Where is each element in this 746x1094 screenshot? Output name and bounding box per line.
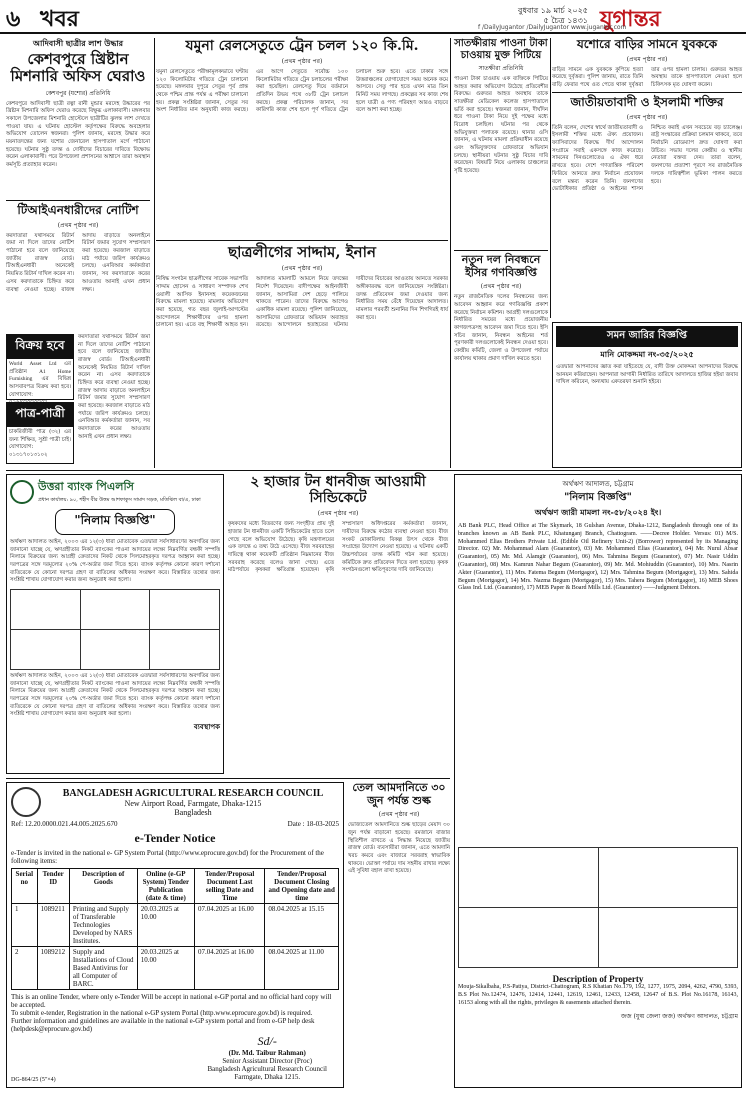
table-cell: 20.03.2025 at 10.00 [137,904,194,947]
story-continued: (প্রথম পৃষ্ঠার পর) [626,113,668,121]
tender-title: e-Tender Notice [134,831,216,845]
dg-code: DG-864/25 (5"×4) [11,1077,56,1083]
story-continued: (প্রথম পৃষ্ঠার পর) [281,58,323,66]
story-body: তিনি বলেন, দেশের স্বার্থে জাতীয়তাবাদী ও ইসলামী শক্তির মধ্যে ঐক্য প্রয়োজন। ফ্যাসিবাদের বিরুদ্ধে দীর্ঘ আন্দোলন সংগ্রামে সবাই একসঙ্গে কাজ করেছে। সামনের দিনগুলোতেও এ ঐক্য ধরে রাখতে হবে। দেশে গণতান্ত্রিক পরিবেশ ফিরিয়ে আনতে দ্রুত নির্বাচন প্রয়োজন বলে মন্তব্য করেন তিনি। জনগণের ভোটাধিকার প্রতিষ্ঠা ও আইনের শাসন নিশ্চিত করাই এখন সবচেয়ে বড় চ্যালেঞ্জ। রাষ্ট্র সংস্কারের প্রক্রিয়া চলমান থাকবে, তবে নির্বাচনি রোডম্যাপ দ্রুত ঘোষণা করা উচিত। সভায় দলের কেন্দ্রীয় ও স্থানীয় নেতারা বক্তব্য দেন। তারা বলেন, জনগণের প্রত্যাশা পূরণে সব রাজনৈতিক দলকে দায়িত্বশীল ভূমিকা পালন করতে হবে। [552,124,742,193]
tender-note-2: To submit e-tender, Registration in the national e-GP system Portal (http.www.eprocure.gov.bd) is required. [11,1009,313,1017]
table-cell: 1089211 [37,904,69,947]
date-block [478,6,588,26]
table-cell: 07.04.2025 at 16.00 [194,947,264,990]
tender-header-row [12,869,339,904]
table-cell: 07.04.2025 at 16.00 [194,904,264,947]
story-body: ভোজ্যতেল আমদানিতে শুল্ক ছাড়ের মেয়াদ ৩০ জুন পর্যন্ত বাড়ানো হয়েছে। রমজানে বাজার স্থিতিশীল রাখতে এ সিদ্ধান্ত নিয়েছে জাতীয় রাজস্ব বোর্ড। ব্যবসায়ীরা জানান, এতে আমদানি খরচ কমবে এবং বাজারে সরবরাহ স্বাভাবিক থাকবে। ভোক্তা পর্যায়ে দাম সহনীয় রাখার লক্ষ্যে এই সুবিধা বহাল রাখা হয়েছে। [348,822,450,875]
auction-table [10,589,220,670]
tender-column-header: Serial no [12,869,38,904]
column-divider [550,38,551,318]
signature-mark: Sd/- [257,1034,277,1048]
divider [6,778,450,779]
story-headline[interactable]: যমুনা রেলসেতুতে ট্রেন চলল ১২০ কি.মি. [185,38,419,54]
divider [156,240,448,241]
signer-org: Bangladesh Agricultural Research Council [207,1065,327,1073]
bank-header [10,478,220,505]
ad-text: চাকরিজীবী পাত্র (৩২) এর জন্য শিক্ষিত, সুশ্রী পাত্রী চাই। যোগাযোগ: ০১৩১৭০১৩১০২ [9,429,71,459]
section-title: খবর [40,6,79,32]
story-headline[interactable]: টিআইএনধারীদের নোটিশ [17,203,139,217]
story-tin-continued [78,334,150,464]
story-body: নিষিদ্ধ সংগঠন ছাত্রলীগের সাবেক সভাপতি সাদ্দাম হোসেন ও সাধারণ সম্পাদক শেখ ওয়ালী আসিফ ইনানসহ কয়েকজনের বিরুদ্ধে মামলা হয়েছে। মামলায় অভিযোগ করা হয়েছে, গত বছর জুলাই-আগস্টের আন্দোলনে শিক্ষার্থীদের ওপর হামলা চালানো হয়। এতে বহু শিক্ষার্থী আহত হন। আদালত মামলাটি আমলে নিয়ে তদন্তের নির্দেশ দিয়েছেন। বাদীপক্ষের আইনজীবী জানান, আসামিরা দেশ ছেড়ে পালিয়ে থাকতে পারেন। তাদের বিরুদ্ধে আগেও একাধিক মামলা রয়েছে। পুলিশ জানিয়েছে, আসামিদের গ্রেফতারে অভিযান অব্যাহত রয়েছে। আন্দোলনে হতাহতের ঘটনায় দায়ীদের বিচারের আওতায় আনতে সরকার অঙ্গীকারবদ্ধ বলে জানিয়েছেন সংশ্লিষ্টরা। তদন্ত প্রতিবেদন জমা দেওয়ার জন্য নির্ধারিত সময় বেঁধে দিয়েছেন আদালত। মামলার পরবর্তী শুনানির দিন শিগগিরই ধার্য করা হবে। [156,276,448,329]
bank-logo-icon [10,480,34,504]
table-cell: 20.03.2025 at 10.00 [137,947,194,990]
org-address: New Airport Road, Farmgate, Dhaka-1215 [124,798,262,808]
page-header [0,0,746,34]
ad-title: বিক্রয় হবে [7,335,73,359]
auction-body-continued: অর্থঋণ আদালত আইন, ২০০৩ এর ১২(৩) ধারা মোতাবেক এতদ্বারা সর্বসাধারণের অবগতির জন্য জানানো যাচ্ছে যে, ঋণগ্রহীতার নিকট ব্যাংকের পাওনা আদায়ের লক্ষ্যে নিম্নবর্ণিত বন্ধকী সম্পত্তি নিলামে বিক্রয়ের জন্য আগ্রহী ক্রেতাদের নিকট থেকে সিলমোহরকৃত দরপত্র আহ্বান করা হচ্ছে। দরপত্রের সঙ্গে দরমূল্যের ২০% পে-অর্ডার জমা দিতে হবে। ব্যাংক কর্তৃপক্ষ কোনো কারণ দর্শানো ব্যতিরেকে যে কোনো দরপত্র গ্রহণ বা বাতিলের অধিকার সংরক্ষণ করে। বিস্তারিত তথ্যের জন্য সংশ্লিষ্ট শাখায় যোগাযোগ করার জন্য অনুরোধ করা হলো। [10,673,220,718]
tender-note-1: This is an online Tender, where only e-Tender Will be accept in national e-GP portal and no official hard copy will be accepted. [11,993,332,1009]
social-links: f /DailyJugantor /DailyJugantor www.jugantor.com [478,24,627,31]
signature: ব্যবস্থাপক [193,722,220,732]
column-divider [154,38,155,468]
story-body: করদাতারা যথাসময়ে রিটার্ন জমা না দিলে তাদের নোটিশ পাঠানো হবে বলে জানিয়েছে জাতীয় রাজস্ব বোর্ড। টিআইএনধারী অনেকেই নিয়মিত রিটার্ন দাখিল করেন না। এসব করদাতাকে চিহ্নিত করে ব্যবস্থা নেওয়া হচ্ছে। রাজস্ব আদায় বাড়াতে অনলাইনে রিটার্ন জমার সুযোগ সম্প্রসারণ করা হয়েছে। করজাল বাড়াতে মাঠ পর্যায়ে জরিপ কার্যক্রমও চলছে। এনবিআর কর্মকর্তারা জানান, সব করদাতাকে করের আওতায় আনাই এখন প্রধান লক্ষ্য। [6,232,150,293]
table-cell: 08.04.2025 at 11.00 [265,947,339,990]
story-headline[interactable]: ২ হাজার টন ধানবীজ আওয়ামী সিন্ডিকেটে [250,474,426,507]
ad-barc-tender [6,782,344,1088]
ref-line [11,820,339,828]
story-dateline: কেশবপুর (যশোর) প্রতিনিধি [45,89,111,97]
story-headline[interactable]: নতুন দল নিবন্ধনে ইসির গণবিজ্ঞপ্তি [461,253,541,279]
story-keshabpur [6,38,150,198]
signer-title: Senior Assistant Director (Proc) [222,1057,313,1065]
story-headline[interactable]: কেশবপুরে খ্রিষ্টান মিশনারি অফিস ঘেরাও [10,50,146,86]
table-cell: Supply and Installations of Cloud Based Antivirus for all Computer of BARC. [69,947,137,990]
story-dhan [228,474,448,774]
tender-rows [12,904,339,990]
tender-note-3: Further information and guidelines are available in the national e-GP system portal and from e-GP help desk (helpdesk@eprocure.gov.bd) [11,1017,315,1033]
auction-body: অর্থঋণ আদালত আইন, ২০০৩ এর ১২(৩) ধারা মোতাবেক এতদ্বারা সর্বসাধারণের অবগতির জন্য জানানো যাচ্ছে যে, ঋণগ্রহীতার নিকট ব্যাংকের পাওনা আদায়ের লক্ষ্যে নিম্নবর্ণিত বন্ধকী সম্পত্তি নিলামে বিক্রয়ের জন্য আগ্রহী ক্রেতাদের নিকট থেকে সিলমোহরকৃত দরপত্র আহ্বান করা হচ্ছে। দরপত্রের সঙ্গে দরমূল্যের ২০% পে-অর্ডার জমা দিতে হবে। ব্যাংক কর্তৃপক্ষ কোনো কারণ দর্শানো ব্যতিরেকে যে কোনো দরপত্র গ্রহণ বা বাতিলের অধিকার সংরক্ষণ করে। বিস্তারিত তথ্যের জন্য সংশ্লিষ্ট শাখায় যোগাযোগ করার জন্য অনুরোধ করা হলো। [10,539,220,584]
barc-logo-icon [11,787,41,817]
tender-column-header: Tender ID [37,869,69,904]
ad-uttara-bank [6,474,224,774]
org-country: Bangladesh [174,807,212,817]
story-body: কৃষকদের মধ্যে বিতরণের জন্য সংগৃহীত প্রায় দুই হাজার টন ধানবীজ একটি সিন্ডিকেটের হাতে চলে গেছে বলে অভিযোগ উঠেছে। কৃষি মন্ত্রণালয়ের এক তদন্তে এ তথ্য উঠে এসেছে। বীজ সরবরাহের দায়িত্বে থাকা কয়েকটি প্রতিষ্ঠান নিম্নমানের বীজ সরবরাহ করেছে বলেও জানা গেছে। এতে মাঠপর্যায়ে কৃষকরা ক্ষতিগ্রস্ত হয়েছেন। কৃষি সম্প্রসারণ অধিদপ্তরের কর্মকর্তারা জানান, দায়ীদের বিরুদ্ধে কঠোর ব্যবস্থা নেওয়া হবে। বীজ সংকট মোকাবিলায় বিকল্প উৎস থেকে বীজ সংগ্রহের উদ্যোগ নেওয়া হয়েছে। এ ঘটনায় একটি উচ্চপর্যায়ের তদন্ত কমিটি গঠন করা হয়েছে। কমিটিকে দ্রুত প্রতিবেদন দিতে বলা হয়েছে। কৃষক সংগঠনগুলো ক্ষতিপূরণের দাবি জানিয়েছে। [228,521,448,574]
divider [454,250,548,251]
table-row [12,904,339,947]
date-line: বুধবার ১৯ মার্চ ২০২৫ [518,6,588,15]
auction-terms-table [458,847,738,968]
story-body: বাড়ির সামনে এক যুবককে কুপিয়ে হত্যা করেছে দুর্বৃত্তরা। পুলিশ জানায়, রাতে তিনি বাড়ি ফেরার পথে ওত পেতে থাকা দুর্বৃত্তরা তার ওপর হামলা চালায়। গুরুতর আহত অবস্থায় তাকে হাসপাতালে নেওয়া হলে চিকিৎসক মৃত ঘোষণা করেন। [552,66,742,89]
table-cell: 1 [12,904,38,947]
signer-name: (Dr. Md. Taibur Rahman) [228,1049,306,1057]
story-headline[interactable]: যশোরে বাড়ির সামনে যুবককে [576,37,718,51]
page-number: ৬ [6,6,21,32]
story-body: কেশবপুরে আদিবাসী ছাত্রী রত্না রানী মুন্ডার মরদেহ উদ্ধারের পর খ্রিষ্টান মিশনারি অফিস ঘেরাও করেছে বিক্ষুব্ধ এলাকাবাসী। মঙ্গলবার সকালে উপজেলার মিশনারি হোস্টেলে ছাত্রীটির ঝুলন্ত লাশ দেখতে পাওয়া যায়। এ ঘটনায় হোস্টেল কর্তৃপক্ষের বিরুদ্ধে অবহেলার অভিযোগ তোলেন স্বজনরা। পুলিশ জানায়, মরদেহ উদ্ধার করে ময়নাতদন্তের জন্য যশোর জেনারেল হাসপাতাল মর্গে পাঠানো হয়েছে। ঘটনার সুষ্ঠু তদন্ত ও দোষীদের বিচারের দাবিতে বিক্ষোভ করেন এলাকাবাসী। পরে উপজেলা প্রশাসনের আশ্বাসে তারা অবস্থান কর্মসূচি প্রত্যাহার করেন। [6,100,150,168]
tender-intro: e-Tender is invited in the national e- GP System Portal (http://www.eprocure.gov.bd) for the Procurement of the following items: [11,849,324,865]
table-cell: 1089212 [37,947,69,990]
story-train [156,38,448,238]
story-continued: (প্রথম পৃষ্ঠার পর) [281,265,323,273]
tender-column-header: Tender/Proposal Document Closing and Opening date and time [265,869,339,904]
bank-name: উত্তরা ব্যাংক পিএলসি [38,480,134,493]
ad-text: এতদ্বারা আপনাদের জ্ঞাত করা যাইতেছে যে, বাদী উক্ত মোকদ্দমা আপনাদের বিরুদ্ধে আনয়ন করিয়াছেন। আপনারা আগামী নির্ধারিত তারিখে আদালতে হাজির হইয়া জবাব দাখিল করিবেন, অন্যথায় একতরফা শুনানি হইবে। [556,364,738,386]
case-number: মানি মোকদ্দমা নং-৩৫/২০২৫ [600,349,694,359]
auction-body: AB Bank PLC, Head Office at The Skymark, 18 Gulshan Avenue, Dhaka-1212, Bangladesh through one of its branches known as AB Bank PLC, Khatunganj Branch, Chattogram. ——Decree Holder. Versus: 01) M/S. Mohammed Elias Brothers Private Ltd. (Edible Oil Refinery Unit-2) (Borrower) represented by its Managing Director. 02) Mr. Mohammad Alam (Guarantor), 03) Mr. Mohammed Elias (Guarantor), 04) Mr. Nurul Absar (Guarantor), 05) Mr. Md. Alamgir (Guarantor), 06) Mrs. Tahmina Begum (Guarantor), 07) Mr. Nasir Uddin (Guarantor), 08) Mrs. Kamrun Nahar Begum (Guarantor), 09) Mr. Md. Mohiuddin (Guarantor), 10) Mrs. Nasrin Akter (Guarantor), 11) Mrs. Fatema Begum (Mortgagor), 12) Mrs. Tahmina Begum (Mortgagor), 13) Mrs. Sahida Begum (Mortgagor), 14) Mrs. Nazma Begum (Mortgagor), 15) Mrs. Tahera Begum (Mortgagor), 16) MEB Shoes Glass Ind. Ltd. (Guarantor), 17) MEB Paper & Board Mills Ltd. (Guarantor) ——Judgment Debtors. [458,523,738,592]
story-kicker: আদিবাসী ছাত্রীর লাশ উদ্ধার [32,38,124,48]
ad-patra-patri [6,402,74,464]
story-oil [348,782,450,1088]
tender-signature [207,1034,327,1081]
story-headline[interactable]: জাতীয়তাবাদী ও ইসলামী শক্তির [570,95,724,109]
tender-column-header: Tender/Proposal Document Last selling Date and Time [194,869,264,904]
story-jessore [552,38,742,90]
table-cell: Printing and Supply of Transferable Technologies Developed by NARS Institutes. [69,904,137,947]
story-body: পাওনা টাকা চাওয়ায় এক ব্যক্তিকে পিটিয়ে আহত করার অভিযোগ উঠেছে প্রতিবেশীর বিরুদ্ধে। গুরুতর আহত অবস্থায় তাকে সাতক্ষীরা মেডিকেল কলেজ হাসপাতালে ভর্তি করা হয়েছে। স্বজনরা জানান, দীর্ঘদিন ধরে পাওনা টাকা নিয়ে দুই পক্ষের মধ্যে বিরোধ চলছিল। ঘটনার পর থেকে অভিযুক্তরা পলাতক রয়েছে। থানার ওসি জানান, এ ঘটনায় মামলা প্রক্রিয়াধীন রয়েছে এবং অভিযুক্তদের গ্রেফতারে অভিযান চলছে। স্থানীয়রা ঘটনার সুষ্ঠু বিচার দাবি করেছেন। বিষয়টি নিয়ে এলাকায় চাঞ্চল্যের সৃষ্টি হয়েছে। [454,76,548,175]
story-chhatraleague [156,244,448,468]
tender-header [11,787,339,817]
ad-bikroy [6,334,74,400]
brand-logo: যুগান্তর [600,6,661,32]
ref-date: Date : 18-03-2025 [287,820,339,828]
bank-address: প্রধান কার্যালয়: ৯০, শহীদ বীর উত্তম আশফাকুস সামাদ সড়ক, মতিঝিল বা/এ, ঢাকা [38,497,201,503]
tender-table [11,868,339,990]
ad-artha-rin-auction [454,474,742,1088]
story-nationalist [552,96,742,320]
property-title: Description of Property [552,974,644,984]
tender-column-header: Online (e-GP System) Tender Publication (date & time) [137,869,194,904]
date-line-bangla: ৫ চৈত্র ১৪৩১ [543,16,588,25]
story-tin-notice [6,204,150,332]
court-name: অর্থঋণ আদালত, চট্টগ্রাম [562,480,634,488]
story-body: করদাতারা যথাসময়ে রিটার্ন জমা না দিলে তাদের নোটিশ পাঠানো হবে বলে জানিয়েছে জাতীয় রাজস্ব বোর্ড। টিআইএনধারী অনেকেই নিয়মিত রিটার্ন দাখিল করেন না। এসব করদাতাকে চিহ্নিত করে ব্যবস্থা নেওয়া হচ্ছে। রাজস্ব আদায় বাড়াতে অনলাইনে রিটার্ন জমার সুযোগ সম্প্রসারণ করা হয়েছে। করজাল বাড়াতে মাঠ পর্যায়ে জরিপ কার্যক্রমও চলছে। এনবিআর কর্মকর্তারা জানান, সব করদাতাকে করের আওতায় আনাই এখন প্রধান লক্ষ্য। [78,334,150,440]
ref-number: Ref: 12.20.0000.021.44.005.2025.670 [11,820,118,828]
story-headline[interactable]: তেল আমদানিতে ৩০ জুন পর্যন্ত শুল্ক [352,781,446,807]
story-continued: (প্রথম পৃষ্ঠার পর) [57,221,99,229]
case-number: অর্থঋণ জারী মামলা নং-৫৮/২০২৪ ইং। [534,507,662,517]
ad-title: পাত্র-পাত্রী [7,403,73,427]
auction-title: "নিলাম বিজ্ঞপ্তি" [55,509,175,535]
ad-title: সমন জারির বিজ্ঞপ্তি [556,326,738,347]
story-continued: (প্রথম পৃষ্ঠার পর) [626,55,668,63]
tender-column-header: Description of Goods [69,869,137,904]
column-divider [450,38,451,468]
signer-address: Farmgate, Dhaka 1215. [234,1073,301,1081]
signature: জজ (যুগ্ম জেলা জজ) অর্থঋণ আদালত, চট্টগ্রাম [620,1013,738,1021]
story-continued: (প্রথম পৃষ্ঠার পর) [378,811,420,819]
ad-court-summons [552,322,742,468]
table-row [12,947,339,990]
story-dateline: সাতক্ষীরা প্রতিনিধি [478,65,524,72]
story-body: যমুনা রেলসেতুতে পরীক্ষামূলকভাবে ঘণ্টায় ১২০ কিলোমিটার গতিতে ট্রেন চালানো হয়েছে। মঙ্গলবার দুপুরে সেতুর পূর্ব প্রান্ত থেকে পশ্চিম প্রান্ত পর্যন্ত এ পরীক্ষা চালানো হয়। প্রকল্প সংশ্লিষ্টরা জানান, সেতুর সব অংশ নির্ধারিত মান অনুযায়ী কাজ করছে। এর আগে সেতুতে সর্বোচ্চ ১০০ কিলোমিটার গতিতে ট্রেন চলাচলের পরীক্ষা করা হয়েছিল। রেলসেতু দিয়ে বর্তমানে প্রতিদিন উভয় পথে ৩৮টি ট্রেন চলাচল করছে। প্রকল্প পরিচালক জানান, সব কারিগরি কাজ শেষ হলে পূর্ণ গতিতে ট্রেন চলাচল শুরু হবে। এতে ঢাকার সঙ্গে উত্তরাঞ্চলের যোগাযোগে সময় অনেক কমে আসবে। সেতু পার হতে এখন মাত্র তিন মিনিট সময় লাগছে। প্রকল্পের সব কাজ শেষ হলে যাত্রী ও পণ্য পরিবহণ আরও বাড়বে বলে আশা করা হচ্ছে। [156,69,448,114]
story-continued: (প্রথম পৃষ্ঠার পর) [480,283,522,291]
table-cell: 08.04.2025 at 15.15 [265,904,339,947]
story-continued: (প্রথম পৃষ্ঠার পর) [317,510,359,518]
auction-title: "নিলাম বিজ্ঞপ্তি" [564,492,632,503]
story-ec-registration [454,254,548,468]
story-body: নতুন রাজনৈতিক দলের নিবন্ধনের জন্য আবেদন আহ্বান করে গণবিজ্ঞপ্তি প্রকাশ করেছে নির্বাচন কমিশন। আগ্রহী দলগুলোকে নির্ধারিত সময়ের মধ্যে প্রয়োজনীয় কাগজপত্রসহ আবেদন জমা দিতে হবে। ইসি সচিব জানান, নিবন্ধন আইনের শর্ত পূরণকারী দলগুলোকেই নিবন্ধন দেওয়া হবে। কেন্দ্রীয় কমিটি, জেলা ও উপজেলা পর্যায়ে কার্যালয় থাকার প্রমাণ দাখিল করতে হবে। [454,294,548,362]
divider [6,470,742,471]
story-headline[interactable]: ছাত্রলীগের সাদ্দাম, ইনান [228,243,376,261]
divider [552,92,742,93]
story-headline[interactable]: সাতক্ষীরায় পাওনা টাকা চাওয়ায় মুক্ত পিটিয়ে [454,38,548,61]
divider [6,200,150,201]
story-satkhira [454,38,548,248]
ad-text: World Asset Ltd এর প্রতিষ্ঠান A1 Home Furnishing এর বিভিন্ন আসবাবপত্র বিক্রয় করা হবে। যোগাযোগ: [9,361,71,398]
org-name: BANGLADESH AGRICULTURAL RESEARCH COUNCIL [62,787,324,799]
property-description: Mouja-Sikalbaha, P.S-Patiya, District-Chattogram, R.S Khatian No.179, 192, 1277, 1975, 2094, 4262, 4790, 5393, B.S Plot No.12474, 12476, 12414, 12441, 12619, 12461, 12433, 12458, 12647 of B.S. Plot No.16178, 16143, 16153 along with all the rights, privileges & easements attached therein. [458,984,738,1006]
table-cell: 2 [12,947,38,990]
